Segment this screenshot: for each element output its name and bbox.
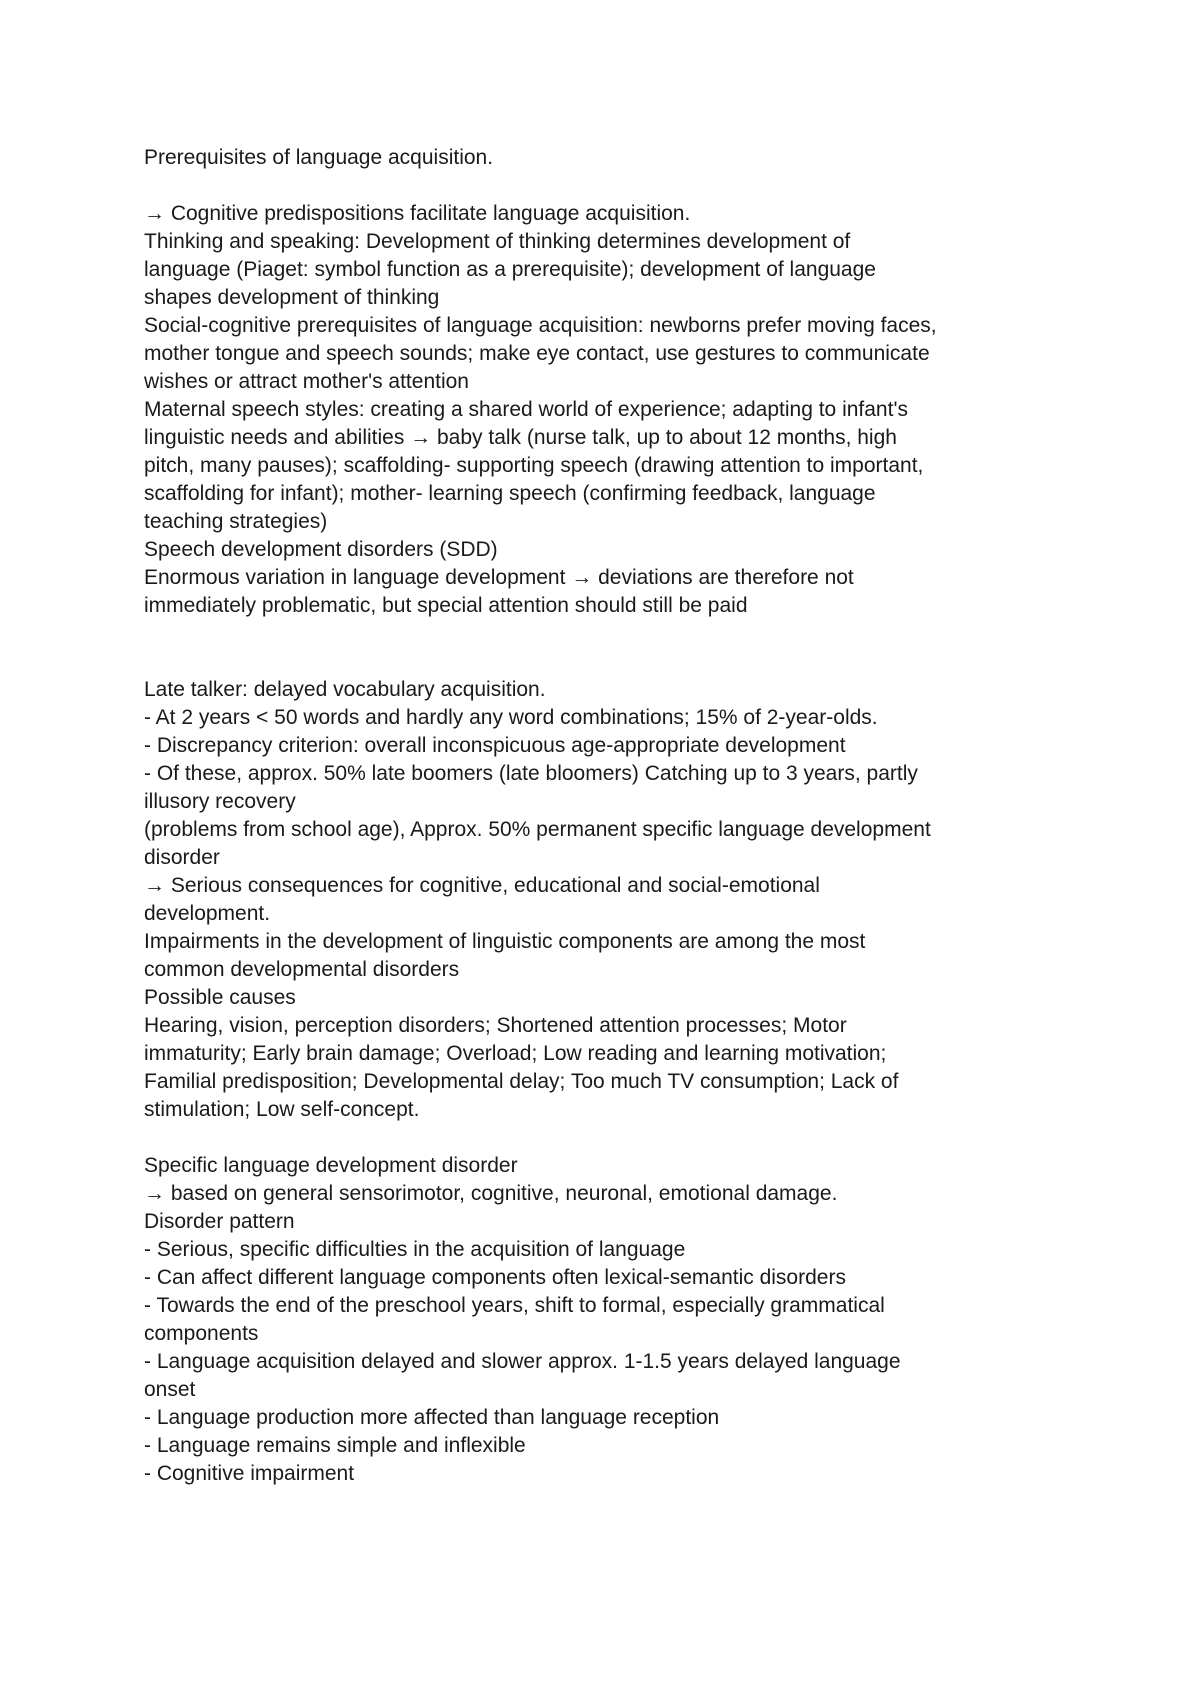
doc-line: language (Piaget: symbol function as a prerequisite); development of language (144, 258, 876, 281)
doc-line (144, 172, 1074, 200)
doc-line (144, 648, 1074, 676)
doc-line: Prerequisites of language acquisition. (144, 146, 494, 169)
doc-line: - Language remains simple and inflexible (144, 1434, 526, 1457)
doc-line: - Can affect different language components often lexical-semantic disorders (144, 1266, 846, 1289)
doc-line: Maternal speech styles: creating a shared world of experience; adapting to infant's (144, 398, 908, 421)
doc-line: common developmental disorders (144, 958, 460, 981)
doc-line: stimulation; Low self-concept. (144, 1098, 420, 1121)
doc-line: mother tongue and speech sounds; make eye contact, use gestures to communicate (144, 342, 930, 365)
doc-line: Disorder pattern (144, 1210, 295, 1233)
doc-line: - At 2 years < 50 words and hardly any word combinations; 15% of 2-year-olds. (144, 706, 878, 729)
doc-line: linguistic needs and abilities → baby talk (nurse talk, up to about 12 months, high (144, 426, 897, 449)
doc-line: Specific language development disorder (144, 1154, 518, 1177)
doc-line: Hearing, vision, perception disorders; Shortened attention processes; Motor (144, 1014, 847, 1037)
doc-line: teaching strategies) (144, 510, 328, 533)
doc-line: Thinking and speaking: Development of thinking determines development of (144, 230, 851, 253)
doc-line: onset (144, 1378, 196, 1401)
doc-line: - Of these, approx. 50% late boomers (late bloomers) Catching up to 3 years, partly (144, 762, 918, 785)
doc-line: Enormous variation in language development → deviations are therefore not (144, 566, 854, 589)
doc-line: Familial predisposition; Developmental delay; Too much TV consumption; Lack of (144, 1070, 899, 1093)
doc-line: Late talker: delayed vocabulary acquisition. (144, 678, 546, 701)
doc-line: → Serious consequences for cognitive, educational and social-emotional (144, 874, 820, 897)
doc-line: disorder (144, 846, 220, 869)
doc-line: - Towards the end of the preschool years, shift to formal, especially grammatical (144, 1294, 885, 1317)
doc-line: scaffolding for infant); mother- learning speech (confirming feedback, language (144, 482, 876, 505)
doc-line: development. (144, 902, 271, 925)
doc-line: - Discrepancy criterion: overall inconspicuous age-appropriate development (144, 734, 846, 757)
doc-line: Speech development disorders (SDD) (144, 538, 498, 561)
doc-line: shapes development of thinking (144, 286, 440, 309)
doc-line: immediately problematic, but special attention should still be paid (144, 594, 748, 617)
doc-line: - Serious, specific difficulties in the acquisition of language (144, 1238, 686, 1261)
doc-line: immaturity; Early brain damage; Overload; Low reading and learning motivation; (144, 1042, 887, 1065)
doc-line: illusory recovery (144, 790, 296, 813)
doc-line: components (144, 1322, 259, 1345)
doc-line: pitch, many pauses); scaffolding- supporting speech (drawing attention to important, (144, 454, 924, 477)
doc-line: → based on general sensorimotor, cognitive, neuronal, emotional damage. (144, 1182, 838, 1205)
doc-line: Social-cognitive prerequisites of language acquisition: newborns prefer moving faces, (144, 314, 937, 337)
doc-line: Possible causes (144, 986, 296, 1009)
doc-line: (problems from school age), Approx. 50% permanent specific language development (144, 818, 931, 841)
doc-line: - Language production more affected than language reception (144, 1406, 720, 1429)
doc-line: - Cognitive impairment (144, 1462, 355, 1485)
doc-line: Impairments in the development of linguistic components are among the most (144, 930, 866, 953)
doc-line (144, 620, 1074, 648)
document-body (144, 144, 1074, 1488)
doc-line: - Language acquisition delayed and slower approx. 1-1.5 years delayed language (144, 1350, 901, 1373)
doc-line (144, 1124, 1074, 1152)
doc-line: → Cognitive predispositions facilitate language acquisition. (144, 202, 691, 225)
doc-line: wishes or attract mother's attention (144, 370, 469, 393)
